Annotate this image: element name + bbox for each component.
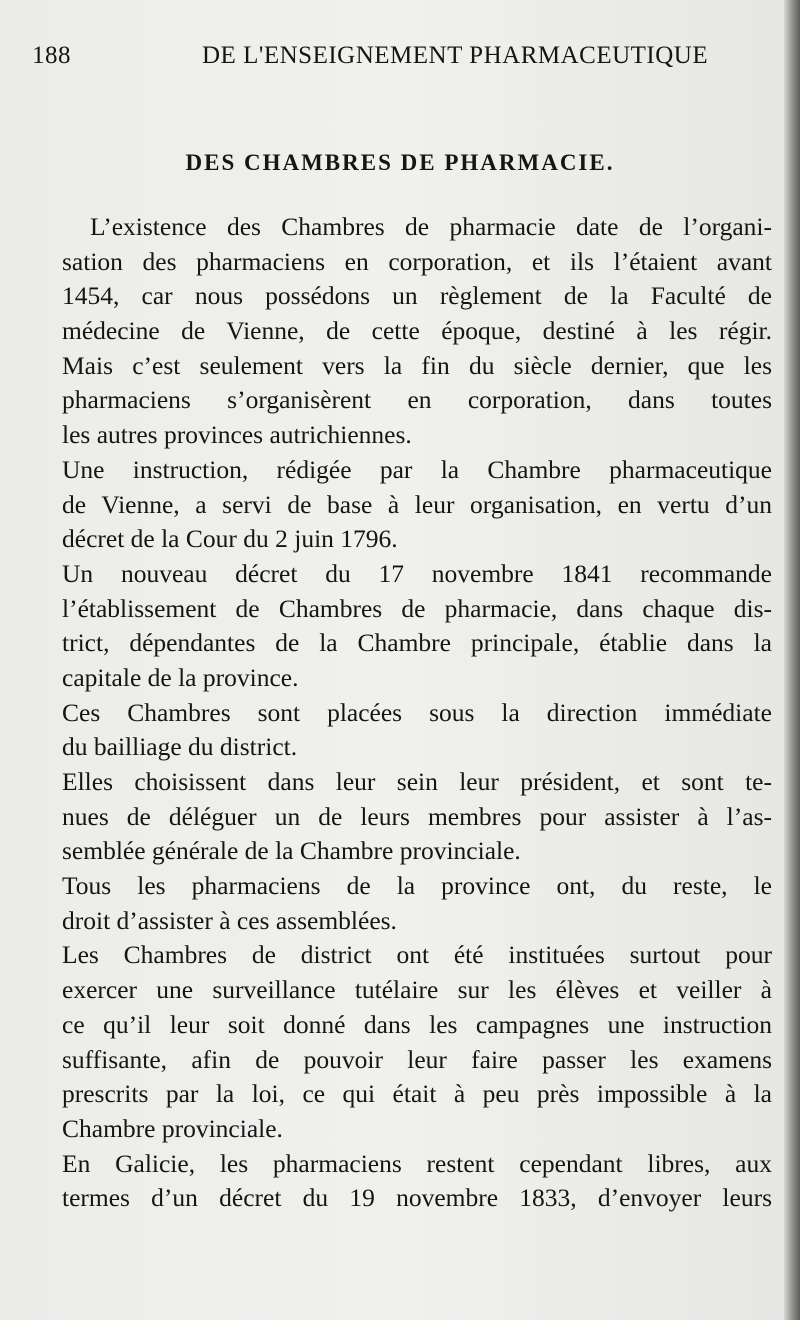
text-line: Une instruction, rédigée par la Chambre pharmaceutique — [62, 454, 772, 484]
text-line: Elles choisissent dans leur sein leur président, et sont te- — [62, 767, 772, 796]
text-line: médecine de Vienne, de cette époque, destiné à les régir. — [62, 316, 772, 346]
text-line: sation des pharmaciens en corporation, et ils l’étaient avant — [62, 246, 772, 276]
text-line: trict, dépendantes de la Chambre principale, établie dans la — [62, 628, 772, 658]
text-line: exercer une surveillance tutélaire sur les élèves et veiller à — [62, 975, 772, 1005]
text-line: Ces Chambres sont placées sous la direction immédiate — [62, 697, 772, 727]
text-line: nues de déléguer un de leurs membres pour assister à l’as- — [62, 801, 772, 831]
text-line: de Vienne, a servi de base à leur organisation, en vertu d’un — [62, 489, 772, 519]
text-line: capitale de la province. — [62, 662, 299, 692]
running-title: DE L'ENSEIGNEMENT PHARMACEUTIQUE — [202, 42, 709, 69]
text-line: 1454, car nous possédons un règlement de la Faculté de — [62, 281, 772, 311]
text-line: Tous les pharmaciens de la province ont, du reste, le — [62, 871, 772, 901]
text-line: Chambre provinciale. — [62, 1113, 283, 1143]
text-line: du bailliage du district. — [62, 732, 298, 762]
text-line: Mais c’est seulement vers la fin du siècle dernier, que les — [62, 350, 772, 380]
text-line: L’existence des Chambres de pharmacie date de l’organi- — [90, 212, 772, 241]
text-line: pharmaciens s’organisèrent en corporation, dans toutes — [62, 385, 772, 415]
page-edge-shadow — [784, 0, 800, 1320]
section-title: DES CHAMBRES DE PHARMACIE. — [185, 150, 615, 175]
text-line: prescrits par la loi, ce qui était à peu près impossible à la — [62, 1079, 772, 1109]
text-line: droit d’assister à ces assemblées. — [62, 905, 397, 935]
page-number: 188 — [32, 42, 71, 69]
text-line: les autres provinces autrichiennes. — [62, 420, 412, 450]
text-line: décret de la Cour du 2 juin 1796. — [62, 524, 398, 554]
text-line: l’établissement de Chambres de pharmacie, dans chaque dis- — [62, 593, 772, 623]
page-header — [32, 42, 772, 76]
text-line: suffisante, afin de pouvoir leur faire passer les examens — [62, 1044, 772, 1074]
body-text — [62, 210, 772, 1216]
text-line: termes d’un décret du 19 novembre 1833, d’envoyer leurs — [62, 1183, 772, 1213]
text-line: Les Chambres de district ont été instituées surtout pour — [62, 940, 772, 970]
text-line: semblée générale de la Chambre provinciale. — [62, 836, 521, 866]
text-line: ce qu’il leur soit donné dans les campagnes une instruction — [62, 1009, 772, 1039]
text-line: Un nouveau décret du 17 novembre 1841 recommande — [62, 558, 772, 588]
text-line: En Galicie, les pharmaciens restent cependant libres, aux — [62, 1148, 772, 1178]
